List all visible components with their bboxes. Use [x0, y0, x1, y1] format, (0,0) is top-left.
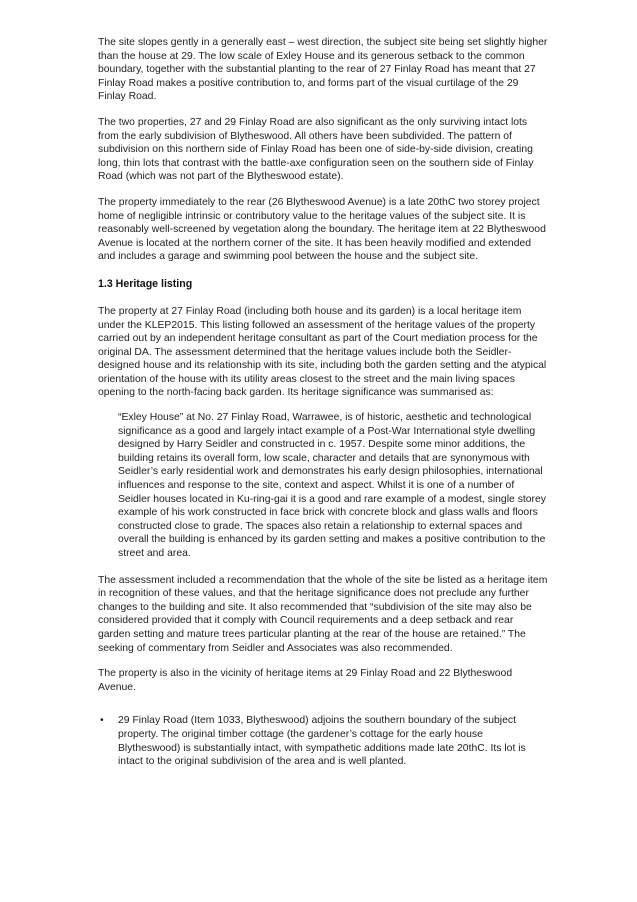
paragraph-site-slope: The site slopes gently in a generally east – west direction, the subject site being set slightly higher than the house at 29. The low scale of Exley House and its generous setback to the common boundary, together with the substantial planting to the rear of 27 Finlay Road has meant that 27 Finlay Road makes a positive contribution to, and forms part of the visual curtilage of the 29 Finlay Road. — [98, 37, 548, 103]
section-heading: 1.3 Heritage listing — [98, 277, 193, 290]
heritage-items-list — [98, 714, 548, 768]
list-item — [98, 714, 548, 768]
list-item-text: 29 Finlay Road (Item 1033, Blytheswood) adjoins the southern boundary of the subject property. The original timber cottage (the gardener’s cottage for the early house Blytheswood) is substantially intact, with sympathetic additions made late 20thC. Its lot is intact to the original subdivision of the area and is well planted. — [118, 715, 526, 768]
paragraph-vicinity: The property is also in the vicinity of heritage items at 29 Finlay Road and 22 Blytheswood Avenue. — [98, 668, 513, 693]
bullet-icon: • — [100, 715, 104, 727]
paragraph-heritage-listing: The property at 27 Finlay Road (including both house and its garden) is a local heritage item under the KLEP2015. This listing followed an assessment of the heritage values of the property carried out by an independent heritage consultant as part of the Court mediation process for the original DA. The assessment determined that the heritage values include both the Seidler-designed house and its relationship with its site, including both the garden setting and the atypical orientation of the house with its utility areas closest to the street and the main living spaces opening to the north-facing back garden. Its heritage significance was summarised as: — [98, 305, 547, 399]
paragraph-assessment-recommendation: The assessment included a recommendation that the whole of the site be listed as a heritage item in recognition of these values, and that the heritage significance does not preclude any further changes to the building and site. It also recommended that “subdivision of the site may also be considered provided that it comply with Council requirements and a deep setback and rear garden setting and mature trees particular planting at the rear of the house are retained.” The seeking of commentary from Seidler and Associates was also recommended. — [98, 574, 548, 654]
significance-quote: “Exley House” at No. 27 Finlay Road, Warrawee, is of historic, aesthetic and technological significance as a good and largely intact example of a Post-War International style dwelling designed by Harry Seidler and constructed in c. 1957. Despite some minor additions, the building retains its overall form, low scale, character and details that are synonymous with Seidler’s early residential work and demonstrates his early design philosophies, international influences and response to the site, context and aspect. Whilst it is one of a number of Seidler houses located in Ku-ring-gai it is a good and rare example of a modest, single storey example of his work constructed in face brick with concrete block and glass walls and floors constructed close to grade. The spaces also retain a relationship to external spaces and overall the building is enhanced by its garden setting and makes a positive contribution to the street and area. — [118, 412, 546, 559]
paragraph-rear-property: The property immediately to the rear (26 Blytheswood Avenue) is a late 20thC two storey project home of negligible intrinsic or contributory value to the heritage values of the subject site. It is reasonably well-screened by vegetation along the boundary. The heritage item at 22 Blytheswood Avenue is located at the northern corner of the site. It has been heavily modified and extended and includes a garage and swimming pool between the house and the subject site. — [98, 196, 546, 263]
document-page — [98, 36, 548, 769]
paragraph-intact-lots: The two properties, 27 and 29 Finlay Road are also significant as the only surviving intact lots from the early subdivision of Blytheswood. All others have been subdivided. The pattern of subdivision on this northern side of Finlay Road has been one of side-by-side division, creating long, thin lots that contrast with the battle-axe configuration seen on the southern side of Finlay Road (which was not part of the Blytheswood estate). — [98, 116, 534, 183]
